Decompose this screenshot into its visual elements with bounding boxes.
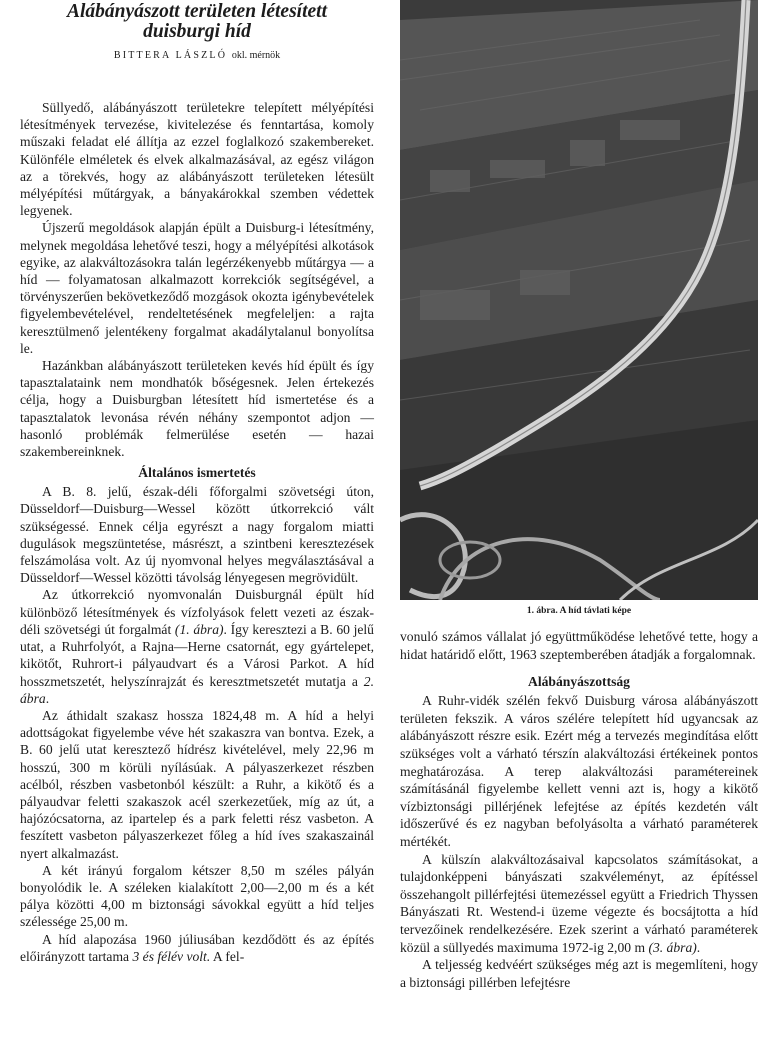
text-span: A külszín alakváltozásaival kapcsolatos számításokat, a tulajdonképpeni bányászati szakvéleményt, az építéssel összehangolt pillérfejtési ütemezéssel együtt a Friedrich Thyssen Bányászati Rt. Westend-i üzeme végezte és bocsájtotta a híd tervezőinek rendelkezésére. Ezek szerint a várható paraméterek közül a süllyedés maximuma 1972-ig 2,00 m <box>400 851 758 955</box>
paragraph-intro: Süllyedő, alábányászott területekre telepített mélyépítési létesítmények tervezése, kivitelezése és fenntartása, komoly műszaki feladat elé állítja az ezzel foglalkozó szakembereket. Különféle elméletek és elvek alkalmazásával, az egész világon az a törekvés, hogy az alábányászott területeken létesült mélyépítési műtárgyak, a bányakárokkal szemben védettek legyenek. <box>20 100 374 219</box>
section-heading-altalanos: Általános ismertetés <box>138 465 256 481</box>
paragraph-utkorrekcio <box>20 586 374 706</box>
figure-ref-1: (1. ábra) <box>174 621 224 637</box>
title-line-2: duisburgi híd <box>143 21 251 42</box>
title-line-1: Alábányászott területen létesített <box>67 1 327 22</box>
figure-caption: 1. ábra. A híd távlati képe <box>526 606 632 616</box>
text-span: . Így keresztezi a B. 60 jelű utat, a Ruhrfolyót, a Rajna—Herne csatornát, egy gyártelepet, kikötőt, Ruhrort-i pályaudvart és a Városi Parkot. A híd hosszmetszetét, helyszínrajzát és keresztmetszetét mutatja a <box>20 621 374 689</box>
paragraph-kulszin <box>400 851 758 957</box>
text-span: A híd alapozása 1960 júliusában kezdődött és az építés előirányzott tartama <box>20 931 374 964</box>
right-column <box>400 0 758 991</box>
paragraph-hazankban: Hazánkban alábányászott területeken kevés híd épült és így tapasztalataink nem mondhatók bőségesnek. Jelen értekezés célja, hogy a Duisburgban létesített híd ismertetése és a tapasztalatok levonása révén néhány szempontot adjon — hasonló problémák felmerülése esetén — hazai szakembereinknek. <box>20 358 374 460</box>
figure-ref-3: (3. ábra) <box>648 939 697 955</box>
paragraph-continued: vonuló számos vállalat jó együttműködése lehetővé tette, hogy a hidat határidő előtt, 1963 szeptemberében átadják a forgalomnak. <box>400 629 758 662</box>
paragraph-alapozas <box>20 931 374 965</box>
article-title <box>20 0 374 42</box>
paragraph-ruhr: A Ruhr-vidék szélén fekvő Duisburg városa alábányászott területen fekszik. A város szélére telepített híd ugyancsak az alábányászott részre esik. Ezért még a tervezés megindítása előtt szükséges volt a várható térszín alakváltozási értékeinek pontos meghatározása. A terep alakváltozási paramétereinek számításánál figyelembe kellett venni azt is, hogy a kikötő vízbiztonsági pillérjének lefejtése az építés kezdetén vált időszerűvé és ez nagyban befolyásolta a várható paraméterek mértékét. <box>400 693 758 849</box>
emphasis-duration: 3 és félév volt. <box>132 948 211 964</box>
section-heading-alabanyaszottsag: Alábányászottság <box>528 674 630 690</box>
bridge-aerial-photo <box>400 0 758 600</box>
text-span: A fel- <box>210 948 245 964</box>
paragraph-forgalom: A két irányú forgalom kétszer 8,50 m széles pályán bonyolódik le. A széleken kialakított 2,00—2,00 m és a két pálya közötti 4,00 m biztonsági sávokkal együtt a híd teljes szélessége 25,00 m. <box>20 862 374 930</box>
paragraph-b8: A B. 8. jelű, észak-déli főforgalmi szövetségi úton, Düsseldorf—Duisburg—Wessel között útkorrekció vált szükségessé. Ennek célja egyrészt a nagy forgalom miatti dugulások megszüntetése, másrészt, a szintbeni keresztezések felszámolása volt. Az új nyomvonal helyes megválasztásával a Düsseldorf—Wessel közötti távolság lényegesen megrövidült. <box>20 484 374 586</box>
text-span: . <box>696 939 701 955</box>
text-span: . <box>45 690 50 706</box>
text-span: Az útkorrekció nyomvonalán Duisburgnál épült híd különböző létesítmények és vízfolyások felett vezeti az észak-déli szövetségi út forgalmát <box>20 587 374 637</box>
left-column <box>20 0 374 965</box>
author-degree: okl. mérnök <box>231 50 281 61</box>
figure-ref-2: 2. ábra <box>20 673 374 706</box>
paragraph-athidalt: Az áthidalt szakasz hossza 1824,48 m. A híd a helyi adottságokat figyelembe véve hét szakaszra van bontva. Ezek, a B. 60 jelű utat keresztező hídrész kivételével, mely 22,96 m hosszú, 300 m körüli nyílásúak. A pályaszerkezet részben acélból, részben vasbetonból készült: a Ruhr, a kikötő és a pályaudvar feletti szakaszok acél szerkezetűek, míg az út, a hajózócsatorna, az ipartelep és a park feletti rész vasbeton. A feszített vasbeton pályaszerkezet főleg a híd íves szakaszainál nyert alkalmazást. <box>20 707 374 861</box>
author-line <box>20 50 374 61</box>
paragraph-teljesseg: A teljesség kedvéért szükséges még azt is megemlíteni, hogy a biztonsági pillérben lefejtésre <box>400 957 758 990</box>
aerial-photo-illustration <box>400 0 758 600</box>
author-name: BITTERA LÁSZLÓ <box>113 50 228 61</box>
paragraph-duisburg: Újszerű megoldások alapján épült a Duisburg-i létesítmény, melynek megoldása lehetővé teszi, hogy a mélyépítési alkotások egyike, az alakváltozásokra talán legérzékenyebb műtárgya — a híd — folyamatosan alkalmazott korrekciók segítségével, a törvényszerűen bekövetkeződő mozgások okozta igénybevételek figyelembevételével, rendeltetésének megfeleljen: a rajta keresztülmenő jelentékeny forgalmat akadálytalanul bonyolítsa le. <box>20 220 374 356</box>
